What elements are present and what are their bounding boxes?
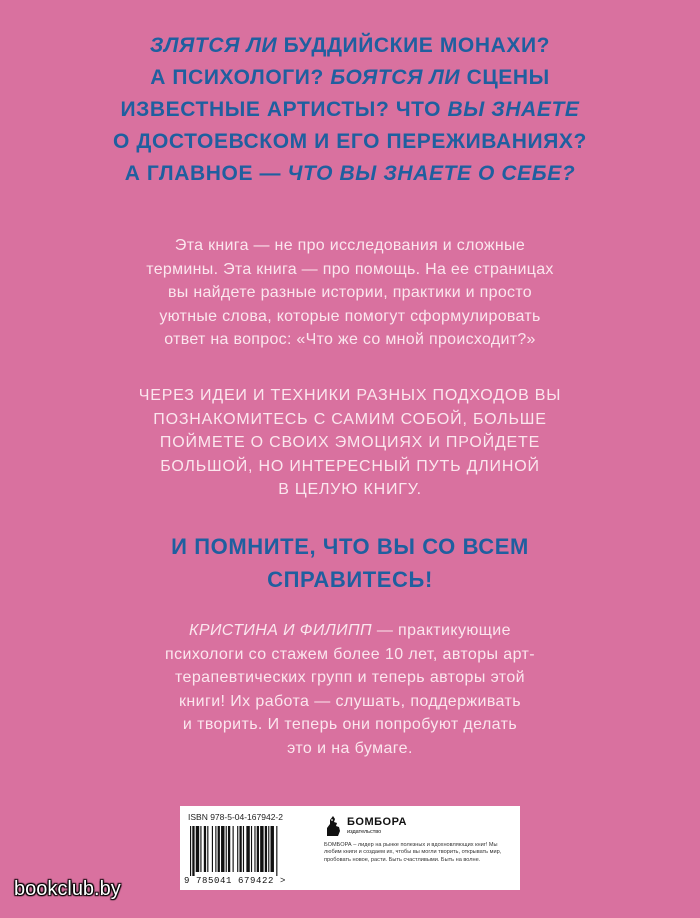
- question-line-4: О ДОСТОЕВСКОМ И ЕГО ПЕРЕЖИВАНИЯХ?: [113, 130, 587, 153]
- barcode-bar: [265, 826, 267, 872]
- barcode-bar: [218, 826, 220, 872]
- intro-line: термины. Эта книга — про помощь. На ее страницах: [146, 260, 554, 278]
- barcode-bar: [228, 826, 230, 872]
- barcode-bar: [215, 826, 216, 872]
- barcode-bar: [212, 826, 213, 872]
- intro-line: ответ на вопрос: «Что же со мной происходит?»: [164, 331, 536, 348]
- approach-line: В ЦЕЛУЮ КНИГУ.: [278, 481, 422, 498]
- intro-line: Эта книга — не про исследования и сложные: [174, 237, 526, 254]
- barcode-bar: [271, 826, 274, 872]
- question-line-3: ИЗВЕСТНЫЕ АРТИСТЫ? ЧТО ВЫ ЗНАЕТЕ: [120, 98, 580, 121]
- barcode-digits: 9 785041 679422 >: [184, 876, 287, 886]
- barcode-bar: [268, 826, 269, 872]
- barcode-bar: [239, 826, 241, 872]
- barcode-bar: [192, 826, 194, 876]
- barcode-bar: [251, 826, 252, 872]
- barcode-bar: [246, 826, 249, 872]
- publisher-name: БОМБОРА: [347, 816, 407, 828]
- authors-paragraph: [80, 619, 620, 760]
- authors-line: книги! Их работа — слушать, поддерживать: [179, 692, 521, 710]
- approach-line: ПОЙМЕТЕ О СВОИХ ЭМОЦИЯХ И ПРОЙДЕТЕ: [159, 434, 541, 451]
- barcode-bar: [196, 826, 199, 872]
- authors-line: терапевтических групп и теперь авторы этой: [175, 669, 525, 686]
- barcode-bar: [204, 826, 206, 872]
- approach-line: ЧЕРЕЗ ИДЕИ И ТЕХНИКИ РАЗНЫХ ПОДХОДОВ ВЫ: [138, 387, 562, 404]
- authors-line: это и на бумаге.: [287, 739, 413, 757]
- isbn-text: ISBN 978-5-04-167942-2: [188, 812, 283, 822]
- question-italic: БОЯТСЯ ЛИ: [330, 66, 461, 89]
- authors-line: психологи со стажем более 10 лет, авторы арт-: [165, 645, 535, 663]
- remember-line: И ПОМНИТЕ, ЧТО ВЫ СО ВСЕМ: [171, 534, 529, 559]
- question-line-1: ЗЛЯТСЯ ЛИ БУДДИЙСКИЕ МОНАХИ?: [149, 34, 551, 57]
- barcode-bar: [257, 826, 259, 872]
- barcode-bar: [226, 826, 227, 872]
- remember-heading: [60, 530, 640, 596]
- question-italic: ВЫ ЗНАЕТЕ: [447, 98, 580, 121]
- barcode-bar: [233, 826, 234, 872]
- intro-line: вы найдете разные истории, практики и просто: [168, 284, 532, 301]
- authors-line: КРИСТИНА И ФИЛИПП — практикующие: [189, 622, 511, 639]
- barcode-bar: [254, 826, 255, 872]
- authors-line: и творить. И теперь они попробуют делать: [182, 716, 518, 733]
- author-names: КРИСТИНА И ФИЛИПП: [189, 622, 372, 639]
- barcode-bar: [190, 826, 191, 876]
- questions-block: [60, 30, 640, 190]
- question-line-2: А ПСИХОЛОГИ? БОЯТСЯ ЛИ СЦЕНЫ: [150, 66, 550, 89]
- barcode-bar: [237, 826, 238, 872]
- remember-line: СПРАВИТЕСЬ!: [267, 567, 433, 592]
- publisher-subtitle: издательство: [347, 829, 382, 835]
- approach-line: БОЛЬШОЙ, НО ИНТЕРЕСНЫЙ ПУТЬ ДЛИНОЙ: [160, 457, 540, 475]
- intro-paragraph: [90, 234, 610, 352]
- barcode-bar: [260, 826, 263, 872]
- barcode-bar: [200, 826, 201, 872]
- barcode: [188, 826, 318, 876]
- barcode-panel: [180, 806, 520, 890]
- question-italic: ЗЛЯТСЯ ЛИ: [149, 34, 278, 57]
- approach-paragraph: [80, 384, 620, 502]
- barcode-bar: [243, 826, 244, 872]
- bombora-logo-icon: [324, 814, 344, 838]
- question-italic: ЧТО ВЫ ЗНАЕТЕ О СЕБЕ?: [287, 162, 576, 185]
- question-line-5: А ГЛАВНОЕ — ЧТО ВЫ ЗНАЕТЕ О СЕБЕ?: [124, 162, 576, 185]
- site-watermark: bookclub.by: [14, 878, 121, 900]
- barcode-bar: [207, 826, 208, 872]
- approach-line: ПОЗНАКОМИТЕСЬ С САМИМ СОБОЙ, БОЛЬШЕ: [153, 410, 547, 428]
- publisher-description: БОМБОРА – лидер на рынке полезных и вдохновляющих книг! Мы любим книги и создаем их, чтобы вы могли творить, открывать мир, пробовать новое, расти. Быть счастливыми. Быть на волне.: [324, 842, 502, 863]
- barcode-bar: [276, 826, 277, 876]
- intro-line: уютные слова, которые помогут сформулировать: [159, 307, 541, 325]
- barcode-bar: [221, 826, 224, 872]
